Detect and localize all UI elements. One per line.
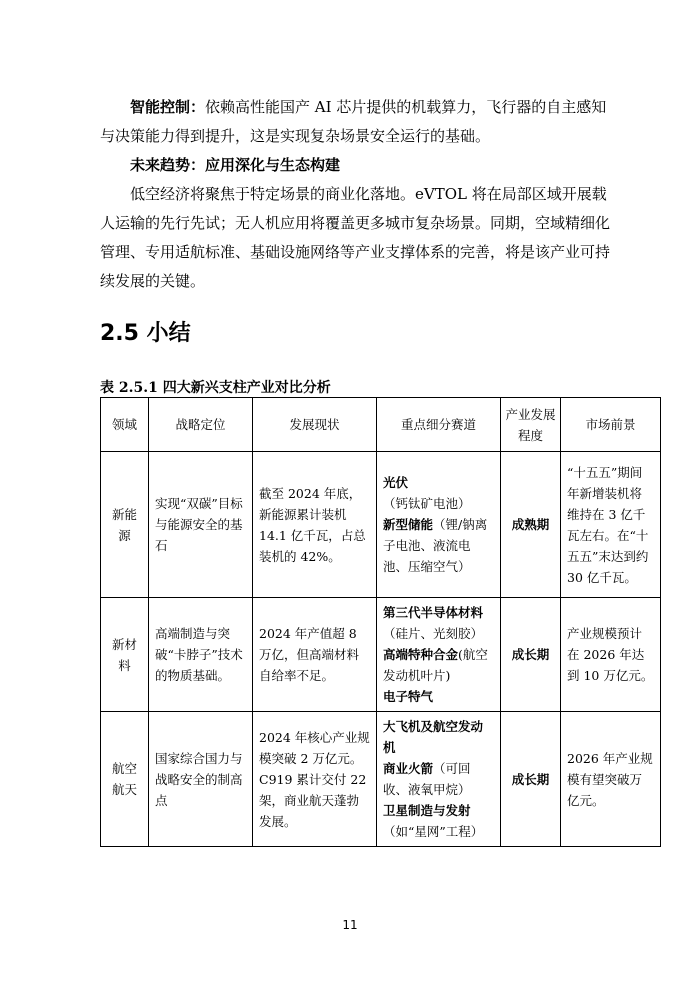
cell-position: 国家综合国力与战略安全的制高点 [149, 712, 253, 847]
header-field: 领域 [101, 398, 149, 452]
track-name: 新型储能 [383, 517, 434, 532]
cell-outlook: 产业规模预计在 2026 年达到 10 万亿元。 [561, 598, 661, 712]
section-heading: 2.5 小结 [100, 321, 191, 346]
cell-status: 截至 2024 年底，新能源累计装机 14.1 亿千瓦，占总装机的 42%。 [253, 452, 377, 598]
cell-field: 航空航天 [101, 712, 149, 847]
track-note: （可回收、液氧甲烷） [383, 761, 471, 797]
header-outlook: 市场前景 [561, 398, 661, 452]
table-row [101, 712, 661, 847]
header-tracks: 重点细分赛道 [377, 398, 501, 452]
table-caption: 表 2.5.1 四大新兴支柱产业对比分析 [100, 380, 331, 396]
track-name: 卫星制造与发射 [383, 803, 471, 818]
cell-tracks [377, 712, 501, 847]
header-position: 战略定位 [149, 398, 253, 452]
cell-stage: 成熟期 [501, 452, 561, 598]
track-note: （硅片、光刻胶） [383, 626, 484, 641]
cell-tracks [377, 598, 501, 712]
track-item [383, 514, 494, 577]
track-item [383, 800, 494, 842]
comparison-table [100, 397, 661, 847]
cell-stage: 成长期 [501, 712, 561, 847]
header-status: 发展现状 [253, 398, 377, 452]
paragraph-body: 依赖高性能国产 AI 芯片提供的机载算力，飞行器的自主感知与决策能力得到提升，这是实现复杂场景安全运行的基础。 [100, 98, 607, 145]
paragraph-lead: 智能控制： [130, 98, 206, 116]
track-item [383, 686, 494, 707]
track-note: （钙钛矿电池） [383, 496, 471, 511]
cell-tracks [377, 452, 501, 598]
cell-position: 实现“双碳”目标与能源安全的基石 [149, 452, 253, 598]
track-note: （锂/钠离子电池、液流电池、压缩空气） [383, 517, 488, 574]
track-name: 高端特种合金 [383, 647, 459, 662]
table-row [101, 598, 661, 712]
cell-field: 新材料 [101, 598, 149, 712]
cell-status: 2024 年产值超 8 万亿，但高端材料自给率不足。 [253, 598, 377, 712]
header-stage: 产业发展程度 [501, 398, 561, 452]
track-note: (航空发动机叶片) [383, 647, 488, 683]
subheading-future-trends: 未来趋势：应用深化与生态构建 [130, 156, 341, 174]
page-number: 11 [342, 918, 358, 932]
cell-outlook: “十五五”期间年新增装机将维持在 3 亿千瓦左右。在“十五五”末达到约 30 亿千瓦。 [561, 452, 661, 598]
track-name: 大飞机及航空发动机 [383, 719, 484, 755]
track-name: 第三代半导体材料 [383, 605, 484, 620]
cell-stage: 成长期 [501, 598, 561, 712]
track-item [383, 716, 494, 758]
track-item [383, 472, 494, 514]
track-name: 光伏 [383, 475, 409, 490]
table-header-row [101, 398, 661, 452]
track-item [383, 758, 494, 800]
paragraph-intelligent-control [100, 93, 610, 151]
track-item [383, 602, 494, 644]
track-name: 电子特气 [383, 689, 434, 704]
track-name: 商业火箭 [383, 761, 434, 776]
paragraph-future-trends: 低空经济将聚焦于特定场景的商业化落地。eVTOL 将在局部区域开展载人运输的先行先试；无人机应用将覆盖更多城市复杂场景。同期，空域精细化管理、专用适航标准、基础设施网络等产业支撑体系的完善，将是该产业可持续发展的关键。 [100, 185, 611, 290]
track-note: （如“星网”工程） [383, 824, 484, 839]
cell-field: 新能源 [101, 452, 149, 598]
cell-status: 2024 年核心产业规模突破 2 万亿元。C919 累计交付 22 架，商业航天蓬勃发展。 [253, 712, 377, 847]
cell-position: 高端制造与突破“卡脖子”技术的物质基础。 [149, 598, 253, 712]
cell-outlook: 2026 年产业规模有望突破万亿元。 [561, 712, 661, 847]
table-row [101, 452, 661, 598]
track-item [383, 644, 494, 686]
